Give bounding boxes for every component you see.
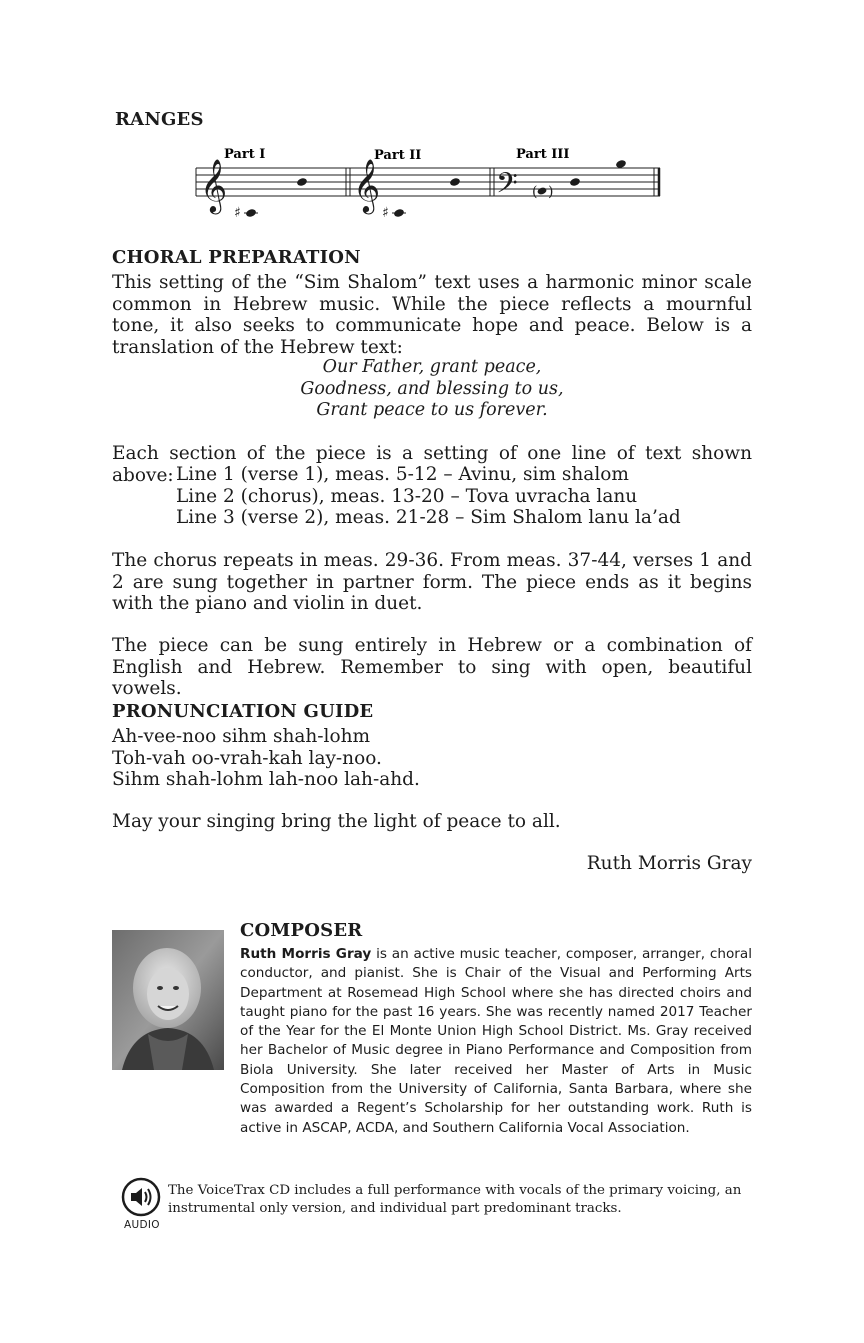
- section-item: Line 1 (verse 1), meas. 5-12 – Avinu, sim shalom: [176, 464, 629, 485]
- part-1-label: Part I: [224, 147, 266, 162]
- section-item: Line 3 (verse 2), meas. 21-28 – Sim Shalom lanu la’ad: [176, 507, 681, 528]
- part-3-mid-note: [569, 177, 581, 187]
- sharp-icon: ♯: [382, 205, 389, 221]
- ranges-heading: RANGES: [115, 109, 204, 130]
- paren-open: (: [532, 184, 538, 200]
- language-note: The piece can be sung entirely in Hebrew or a combination of English and Hebrew. Remember to sing with open, beautiful vowels.: [112, 635, 752, 699]
- composer-bio-text: is an active music teacher, composer, arranger, choral conductor, and pianist. She is Chair of the Visual and Performing Arts Department at Rosemead High School where she has directed choirs and taught piano for the past 16 years. She was recently named 2017 Teacher of the Year for the El Monte Union High School District. Ms. Gray received her Bachelor of Music degree in Piano Performance and Composition from Biola University. She later received her Master of Arts in Music Composition from the University of California, Santa Barbara, where she was awarded a Regent’s Scholarship for her outstanding work. Ruth is active in ASCAP, ACDA, and Southern California Vocal Association.: [240, 946, 752, 1136]
- bass-clef-icon: 𝄢: [496, 167, 518, 207]
- paren-close: ): [548, 184, 554, 200]
- audio-speaker-icon: [121, 1177, 161, 1217]
- part-2-high-note: [449, 177, 461, 187]
- part-2-label: Part II: [374, 148, 422, 163]
- translation-line: Goodness, and blessing to us,: [300, 378, 564, 399]
- part-3-high-note: [615, 159, 627, 169]
- composer-bio: [240, 945, 752, 1138]
- pronunciation-line: Sihm shah-lohm lah-noo lah-ahd.: [112, 769, 420, 790]
- composer-photo: [112, 930, 224, 1070]
- sections-intro: Each section of the piece is a setting of one line of text shown above:: [112, 443, 752, 486]
- treble-clef-icon: 𝄞: [353, 158, 381, 212]
- composer-name: Ruth Morris Gray: [240, 946, 372, 962]
- sections-list: [176, 464, 681, 529]
- part-3-optional-note: [537, 186, 548, 195]
- sharp-icon: ♯: [234, 205, 241, 221]
- part-3-label: Part III: [516, 147, 570, 162]
- audio-description: The VoiceTrax CD includes a full performance with vocals of the primary voicing, an instrumental only version, and individual part predominant tracks.: [168, 1183, 742, 1216]
- section-item: Line 2 (chorus), meas. 13-20 – Tova uvracha lanu: [176, 485, 638, 507]
- translation-line: Grant peace to us forever.: [316, 400, 548, 420]
- pronunciation-heading: PRONUNCIATION GUIDE: [112, 701, 374, 722]
- translation-poem: [112, 357, 752, 422]
- translation-line: Our Father, grant peace,: [322, 357, 542, 377]
- pronunciation-line: Ah-vee-noo sihm shah-lohm: [112, 726, 371, 747]
- pronunciation-list: [112, 726, 420, 791]
- pronunciation-line: Toh-vah oo-vrah-kah lay-noo.: [112, 747, 382, 769]
- choral-prep-intro: This setting of the “Sim Shalom” text uses a harmonic minor scale common in Hebrew music. While the piece reflects a mournful tone, it also seeks to communicate hope and peace. Below is a translation of the Hebrew text:: [112, 272, 752, 358]
- choral-prep-heading: CHORAL PREPARATION: [112, 247, 361, 268]
- treble-clef-icon: 𝄞: [200, 158, 228, 212]
- chorus-note: The chorus repeats in meas. 29-36. From meas. 37-44, verses 1 and 2 are sung together in partner form. The piece ends as it begins with the piano and violin in duet.: [112, 550, 752, 614]
- closing-line: May your singing bring the light of peace to all.: [112, 811, 561, 832]
- staff-lines: [196, 168, 660, 196]
- part-1-high-note: [296, 177, 308, 187]
- audio-label: AUDIO: [124, 1219, 160, 1231]
- signature: Ruth Morris Gray: [586, 853, 752, 874]
- ranges-staff: [190, 140, 670, 240]
- composer-heading: COMPOSER: [240, 920, 363, 941]
